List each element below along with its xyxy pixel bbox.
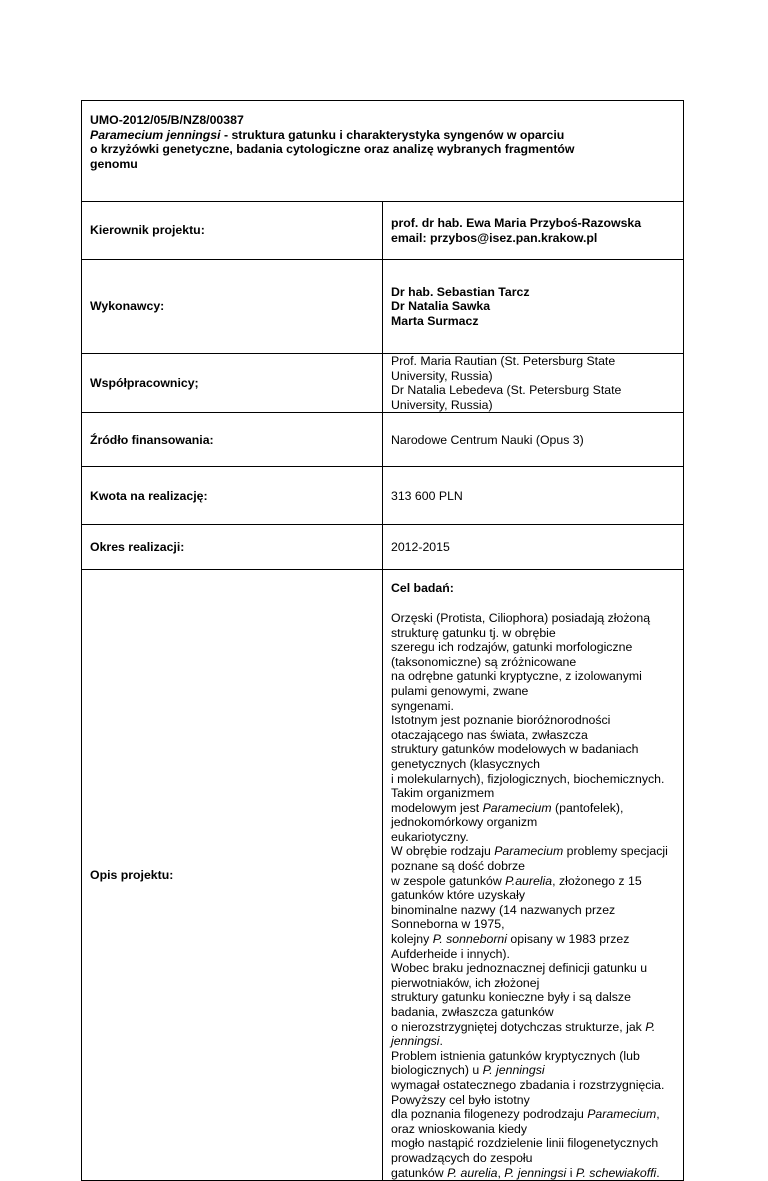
description-text: gatunków xyxy=(391,1165,448,1180)
description-text: dla poznania filogenezy podrodzaju xyxy=(391,1107,588,1122)
funding-row xyxy=(82,413,684,467)
description-line xyxy=(391,1020,675,1049)
contractor-person: Marta Surmacz xyxy=(391,313,479,328)
description-text: . xyxy=(439,1034,443,1049)
description-italic-text: Paramecium xyxy=(482,800,552,815)
description-text: o nierozstrzygniętej dotychczas strukturze, jak xyxy=(391,1019,646,1034)
project-header-cell xyxy=(82,101,684,202)
description-line xyxy=(391,1136,675,1165)
description-line xyxy=(391,961,675,990)
project-title-line-1 xyxy=(90,128,675,143)
description-line xyxy=(391,801,675,830)
description-text: struktury gatunków modelowych w badaniach genetycznych (klasycznych xyxy=(391,742,639,771)
project-title-line-3: genomu xyxy=(90,156,138,171)
description-line xyxy=(391,699,675,714)
description-text: modelowym jest xyxy=(391,800,483,815)
funding-label: Źródło finansowania: xyxy=(82,413,383,467)
description-italic-text: P. schewiakoffi xyxy=(575,1165,657,1180)
description-line xyxy=(391,742,675,771)
description-text: na odrębne gatunki kryptyczne, z izolowanymi pulami genowymi, zwane xyxy=(391,669,642,698)
period-value: 2012-2015 xyxy=(383,525,684,570)
manager-value xyxy=(383,202,684,260)
project-code: UMO-2012/05/B/NZ8/00387 xyxy=(90,113,244,127)
description-text: , oraz wnioskowania kiedy xyxy=(391,1107,660,1136)
collaborator-person: Prof. Maria Rautian (St. Petersburg State University, Russia) xyxy=(391,354,616,383)
description-text: W obrębie rodzaju xyxy=(391,844,495,859)
description-text: opisany w 1983 przez Aufderheide i innych). xyxy=(391,932,630,961)
contractors-label: Wykonawcy: xyxy=(82,260,383,354)
description-text: Problem istnienia gatunków kryptycznych (lub biologicznych) u xyxy=(391,1048,640,1078)
description-text: mogło nastąpić rozdzielenie linii filogenetycznych prowadzących do zespołu xyxy=(391,1136,659,1165)
amount-value: 313 600 PLN xyxy=(383,467,684,525)
description-italic-text: Paramecium xyxy=(494,844,564,859)
project-title-species: Paramecium jenningsi xyxy=(90,127,221,142)
description-text: binominalne nazwy (14 nazwanych przez Sonneborna w 1975, xyxy=(391,902,616,932)
period-label: Okres realizacji: xyxy=(82,525,383,570)
description-text: struktury gatunku konieczne były i są dalsze badania, zwłaszcza gatunków xyxy=(391,990,631,1019)
description-italic-text: P. jenningsi xyxy=(482,1063,545,1078)
description-label: Opis projektu: xyxy=(82,570,383,1181)
description-line xyxy=(391,640,675,669)
description-line xyxy=(391,903,675,932)
description-line xyxy=(391,1166,675,1181)
project-title-rest: - struktura gatunku i charakterystyka syngenów w oparciu xyxy=(220,127,565,142)
description-line xyxy=(391,669,675,698)
project-title-line-2: o krzyżówki genetyczne, badania cytologiczne oraz analizę wybranych fragmentów xyxy=(90,142,575,157)
description-italic-text: P.aurelia xyxy=(505,873,553,888)
manager-label: Kierownik projektu: xyxy=(82,202,383,260)
description-row xyxy=(82,570,684,1181)
description-text: i xyxy=(566,1165,576,1180)
description-text: wymagał ostatecznego zbadania i rozstrzygnięcia. Powyższy cel było istotny xyxy=(391,1077,665,1107)
description-italic-text: P. jenningsi xyxy=(504,1165,567,1180)
description-line xyxy=(391,1078,675,1107)
description-text: kolejny xyxy=(391,932,433,947)
description-heading: Cel badań: xyxy=(391,581,454,596)
contractor-person: Dr hab. Sebastian Tarcz xyxy=(391,284,530,299)
description-line xyxy=(391,932,675,961)
description-text: , xyxy=(497,1165,505,1180)
description-italic-text: P. jenningsi xyxy=(391,1019,656,1049)
description-text: w zespole gatunków xyxy=(391,873,506,888)
collaborators-label: Współpracownicy; xyxy=(82,354,383,413)
contractors-value xyxy=(383,260,684,354)
description-text: Orzęski (Protista, Ciliophora) posiadają złożoną strukturę gatunku tj. w obrębie xyxy=(391,610,651,640)
period-row xyxy=(82,525,684,570)
collaborator-person: Dr Natalia Lebedeva (St. Petersburg State University, Russia) xyxy=(391,383,622,412)
description-text: Wobec braku jednoznacznej definicji gatunku u pierwotniaków, ich złożonej xyxy=(391,961,648,990)
description-line xyxy=(391,1049,675,1078)
collaborators-value xyxy=(383,354,684,413)
description-text: problemy specjacji poznane są dość dobrze xyxy=(391,844,668,874)
description-line xyxy=(391,990,675,1019)
description-text: szeregu ich rodzajów, gatunki morfologiczne (taksonomiczne) są zróżnicowane xyxy=(391,640,633,669)
amount-label: Kwota na realizację: xyxy=(82,467,383,525)
description-line xyxy=(391,844,675,873)
description-italic-text: P. sonneborni xyxy=(432,932,508,947)
description-text: . xyxy=(656,1165,660,1180)
description-italic-text: Paramecium xyxy=(587,1107,657,1122)
contractor-person: Dr Natalia Sawka xyxy=(391,299,491,314)
description-value xyxy=(383,570,684,1181)
description-line xyxy=(391,1107,675,1136)
manager-email: email: przybos@isez.pan.krakow.pl xyxy=(391,230,598,245)
project-info-table xyxy=(81,100,684,1181)
header-row xyxy=(82,101,684,202)
description-body xyxy=(391,611,675,1180)
collaborators-row xyxy=(82,354,684,413)
description-line xyxy=(391,611,675,640)
description-text: , złożonego z 15 gatunków które uzyskały xyxy=(391,873,642,903)
contractors-row xyxy=(82,260,684,354)
manager-row xyxy=(82,202,684,260)
description-text: (pantofelek), jednokomórkowy organizm xyxy=(391,800,624,830)
description-line xyxy=(391,874,675,903)
description-line xyxy=(391,772,675,801)
description-text: i molekularnych), fizjologicznych, biochemicznych. Takim organizmem xyxy=(391,771,665,801)
description-italic-text: P. aurelia xyxy=(447,1165,498,1180)
description-line xyxy=(391,713,675,742)
manager-name: prof. dr hab. Ewa Maria Przyboś-Razowska xyxy=(391,215,642,230)
description-text: eukariotyczny. xyxy=(391,829,469,844)
funding-value: Narodowe Centrum Nauki (Opus 3) xyxy=(383,413,684,467)
amount-row xyxy=(82,467,684,525)
description-line xyxy=(391,830,675,845)
description-text: syngenami. xyxy=(391,698,454,713)
description-text: Istotnym jest poznanie bioróżnorodności otaczającego nas świata, zwłaszcza xyxy=(391,713,611,742)
